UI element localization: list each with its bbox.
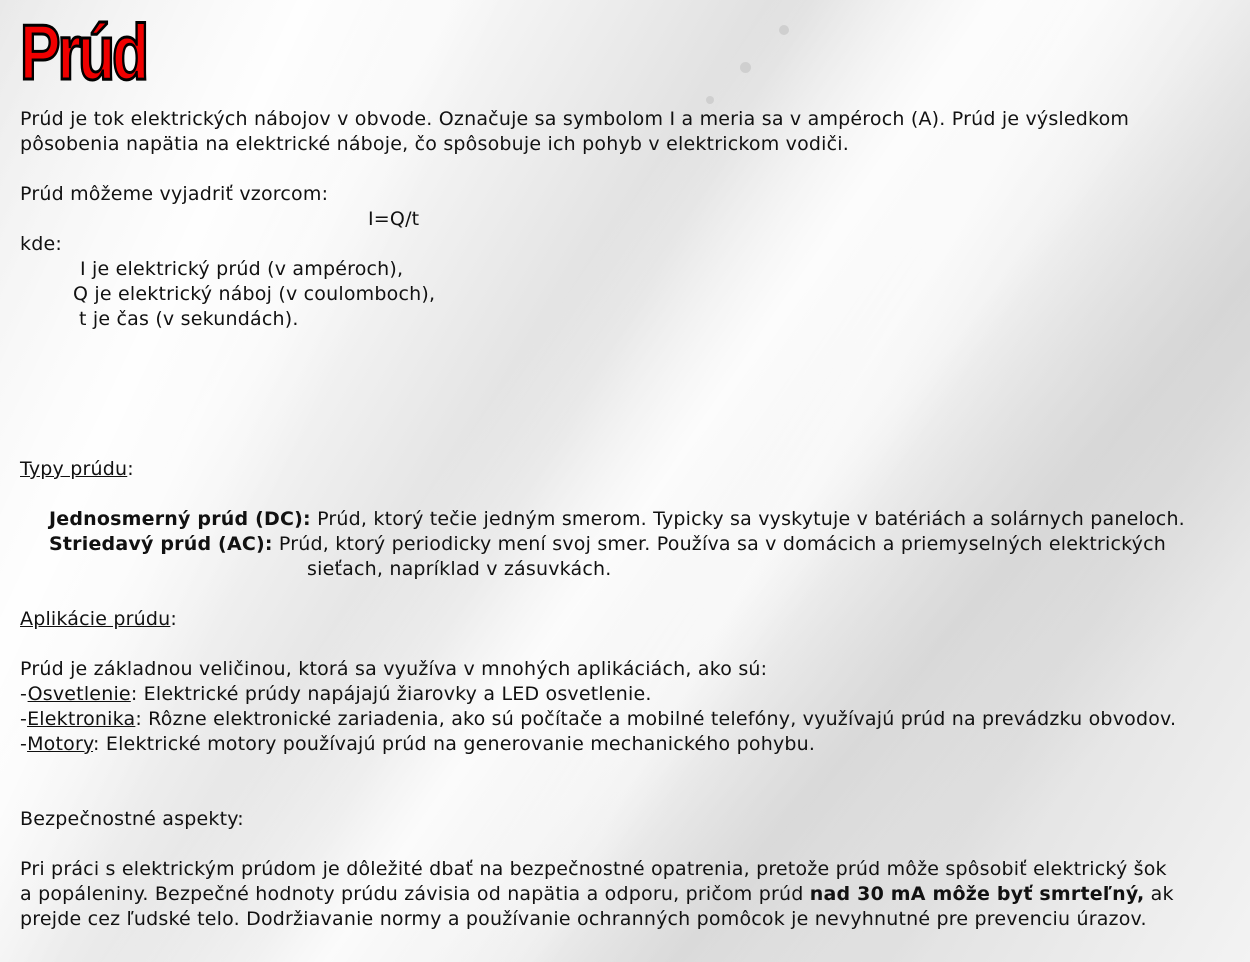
formula-var-charge: Q je elektrický náboj (v coulomboch),: [73, 283, 436, 305]
safety-heading: Bezpečnostné aspekty:: [20, 808, 244, 830]
application-item-text: : Elektrické prúdy napájajú žiarovky a LED osvetlenie.: [130, 683, 652, 705]
formula-var-time: t je čas (v sekundách).: [79, 308, 299, 330]
background-dot: [740, 62, 751, 73]
safety-line-3: prejde cez ľudské telo. Dodržiavanie normy a používanie ochranných pomôcok je nevyhnutné pre prevenciu úrazov.: [20, 908, 1147, 930]
type-dc-text: Prúd, ktorý tečie jedným smerom. Typicky sa vyskytuje v batériách a solárnych paneloch.: [317, 508, 1185, 530]
formula-lead: Prúd môžeme vyjadriť vzorcom:: [20, 183, 329, 205]
background-dot: [706, 96, 714, 104]
application-item-name: Elektronika: [27, 708, 136, 730]
type-ac: [49, 532, 1166, 557]
safety-warning: nad 30 mA môže byť smrteľný,: [809, 883, 1145, 905]
application-item-name: Motory: [27, 733, 94, 755]
types-heading: Typy prúdu:: [20, 458, 134, 480]
application-item-text: : Elektrické motory používajú prúd na generovanie mechanického pohybu.: [93, 733, 816, 755]
safety-line-1: Pri práci s elektrickým prúdom je dôležité dbať na bezpečnostné opatrenia, pretože prúd môže spôsobiť elektrický šok: [20, 858, 1167, 880]
application-item-text: : Rôzne elektronické zariadenia, ako sú počítače a mobilné telefóny, využívajú prúd na prevádzku obvodov.: [135, 708, 1177, 730]
applications-heading: Aplikácie prúdu:: [20, 608, 178, 630]
safety-line-2-text: a popáleniny. Bezpečné hodnoty prúdu závisia od napätia a odporu, pričom prúd: [20, 883, 804, 905]
type-ac-text-cont: sieťach, napríklad v zásuvkách.: [307, 558, 612, 580]
application-item: -Osvetlenie: Elektrické prúdy napájajú žiarovky a LED osvetlenie.: [20, 683, 652, 705]
applications-heading-text: Aplikácie prúdu: [20, 608, 171, 630]
type-ac-label: Striedavý prúd (AC):: [49, 533, 273, 555]
background-dot: [779, 25, 789, 35]
application-item-name: Osvetlenie: [27, 683, 131, 705]
intro-line-1: Prúd je tok elektrických nábojov v obvode. Označuje sa symbolom I a meria sa v ampéroch (A). Prúd je výsledkom: [20, 108, 1130, 130]
safety-line-2: [20, 882, 1174, 907]
application-item: -Elektronika: Rôzne elektronické zariadenia, ako sú počítače a mobilné telefóny, využívajú prúd na prevádzku obvodov.: [20, 708, 1177, 730]
intro-line-2: pôsobenia napätia na elektrické náboje, čo spôsobuje ich pohyb v elektrickom vodiči.: [20, 133, 850, 155]
type-dc-label: Jednosmerný prúd (DC):: [49, 508, 311, 530]
type-dc: [49, 507, 1185, 532]
formula-equation: I=Q/t: [368, 208, 420, 230]
formula-var-current: I je elektrický prúd (v ampéroch),: [80, 258, 404, 280]
page-title: Prúd: [20, 8, 147, 96]
type-ac-text: Prúd, ktorý periodicky mení svoj smer. Používa sa v domácich a priemyselných elektrických: [278, 533, 1166, 555]
types-heading-text: Typy prúdu: [20, 458, 128, 480]
application-item: -Motory: Elektrické motory používajú prúd na generovanie mechanického pohybu.: [20, 733, 816, 755]
safety-line-2-end: ak: [1150, 883, 1174, 905]
formula-where: kde:: [20, 233, 62, 255]
applications-lead: Prúd je základnou veličinou, ktorá sa využíva v mnohých aplikáciách, ako sú:: [20, 658, 768, 680]
